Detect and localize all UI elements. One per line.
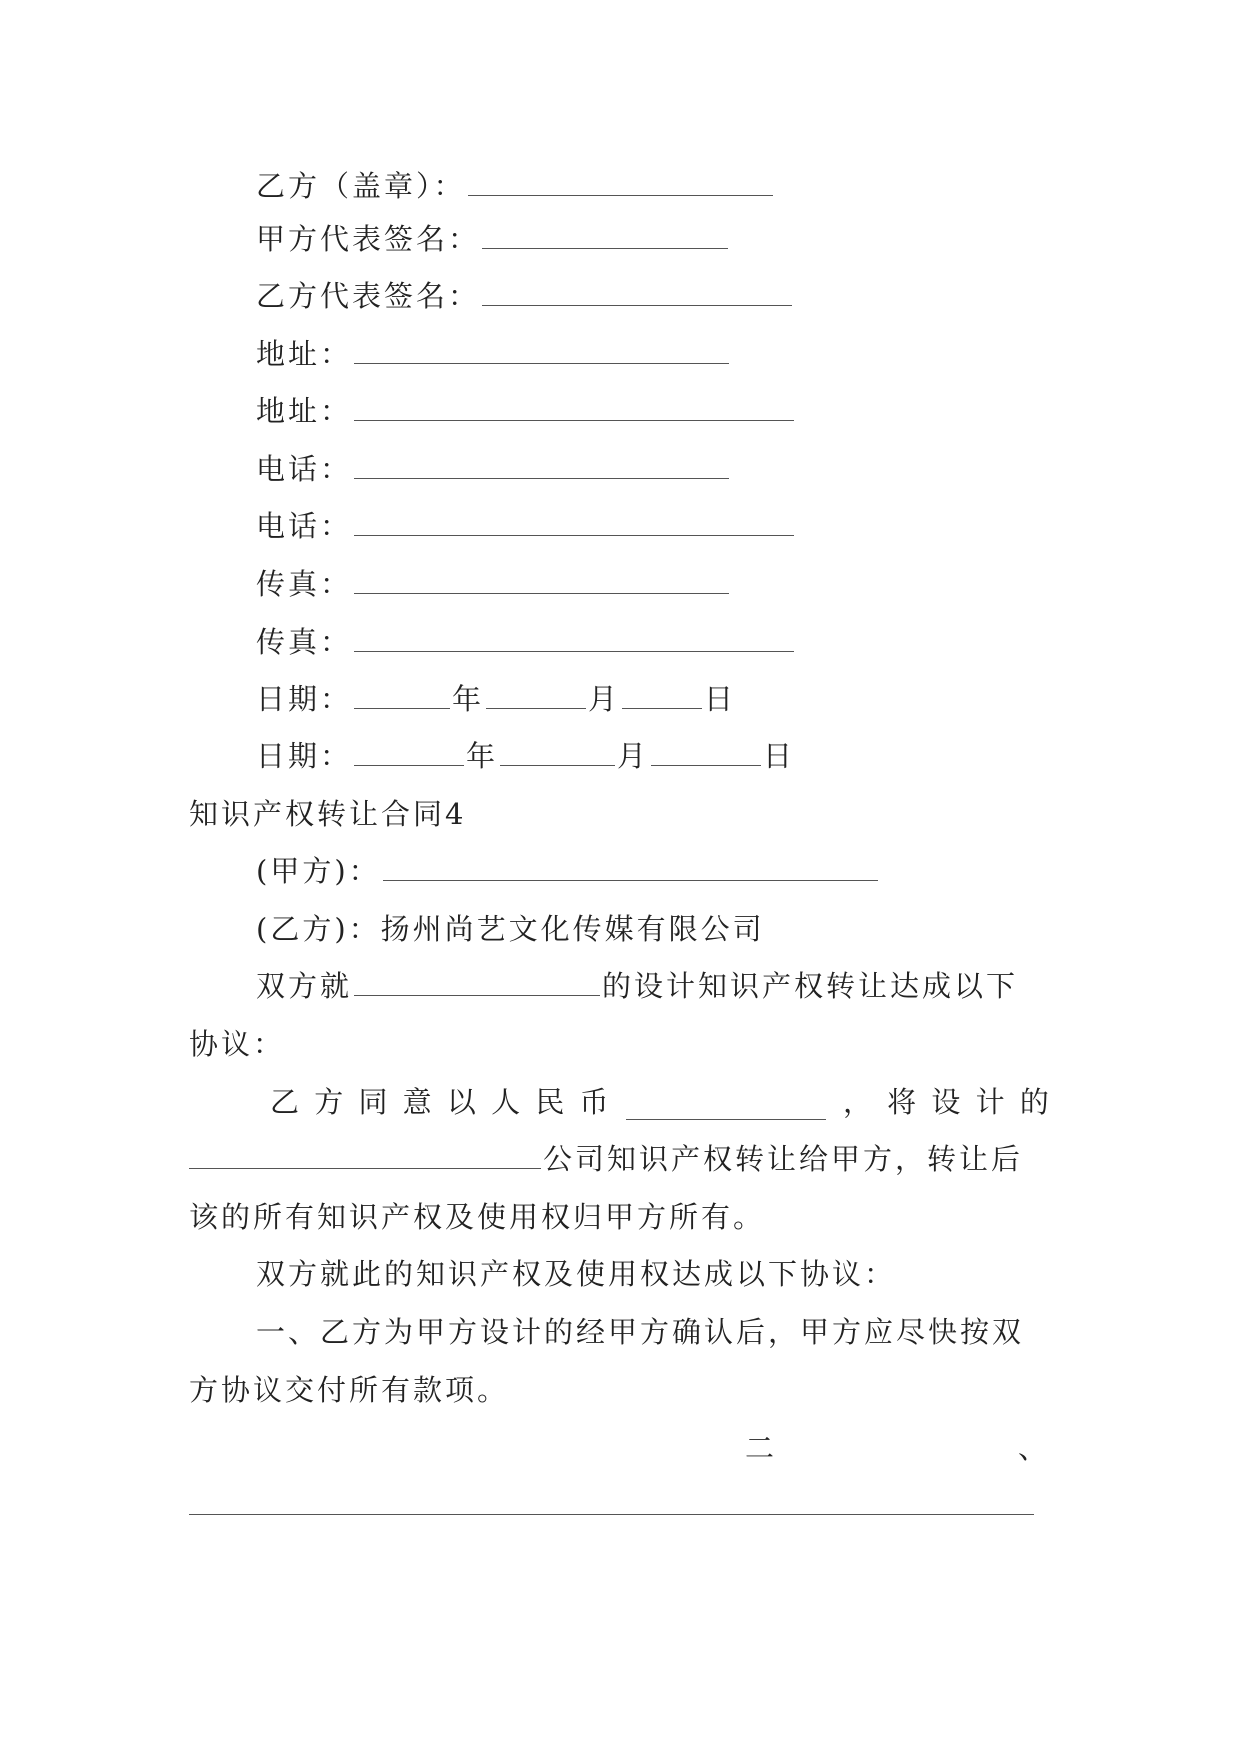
p2-comma: ， xyxy=(842,1085,872,1119)
date-b-year-blank xyxy=(354,739,464,766)
paragraph-5-mark: 、 xyxy=(1018,1431,1051,1465)
fax-b-blank xyxy=(354,625,794,652)
p2-char: 同 xyxy=(358,1085,388,1119)
paragraph-3: 双方就此的知识产权及使用权达成以下协议： xyxy=(256,1257,897,1291)
fax-a-blank xyxy=(354,567,729,594)
phone-a-label: 电话： xyxy=(256,452,353,486)
p1-end: 的设计知识产权转让达成以下 xyxy=(602,969,1019,1003)
date-b-day-blank xyxy=(651,739,761,766)
fax-a-row xyxy=(256,566,731,602)
date-b-label: 日期： xyxy=(256,739,353,773)
fax-a-label: 传真： xyxy=(256,567,353,601)
party-b-rep-label: 乙方代表签名： xyxy=(256,279,481,313)
party-b-row: (乙方)：扬州尚艺文化传媒有限公司 xyxy=(256,912,765,946)
paragraph-1-line-1 xyxy=(256,968,1018,1004)
fax-b-row xyxy=(256,624,796,660)
p1-blank xyxy=(354,969,600,996)
address-a-row xyxy=(256,336,731,372)
date-b-month-blank xyxy=(500,739,615,766)
party-b-seal-label: 乙方（盖章）： xyxy=(256,169,466,203)
paragraph-1-line-2: 协议： xyxy=(189,1027,286,1061)
address-a-label: 地址： xyxy=(256,337,353,371)
p5-blank xyxy=(189,1488,1034,1515)
phone-a-row xyxy=(256,451,731,487)
phone-a-blank xyxy=(354,452,729,479)
party-a-blank xyxy=(383,854,878,881)
paragraph-2-line-1 xyxy=(270,1084,1049,1120)
paragraph-4-line-2: 方协议交付所有款项。 xyxy=(189,1373,510,1407)
p2-char: 将 xyxy=(887,1085,917,1119)
date-a-year-blank xyxy=(354,682,450,709)
date-a-day-blank xyxy=(622,682,702,709)
party-a-rep-row xyxy=(256,221,730,257)
date-b-day: 日 xyxy=(763,739,796,773)
party-b-rep-blank xyxy=(482,279,792,306)
p2-char: 方 xyxy=(314,1085,344,1119)
p2-char: 以 xyxy=(446,1085,476,1119)
party-a-label: (甲方)： xyxy=(256,854,381,888)
p2-char: 乙 xyxy=(270,1085,300,1119)
p2-char: 人 xyxy=(491,1085,521,1119)
party-a-rep-label: 甲方代表签名： xyxy=(256,222,481,256)
paragraph-4-line-1: 一、乙方为甲方设计的经甲方确认后，甲方应尽快按双 xyxy=(256,1315,1025,1349)
fax-b-label: 传真： xyxy=(256,625,353,659)
p2-company-blank xyxy=(189,1142,541,1169)
date-b-year: 年 xyxy=(466,739,499,773)
p2-char: 民 xyxy=(535,1085,565,1119)
address-a-blank xyxy=(354,337,729,364)
p1-start: 双方就 xyxy=(256,969,353,1003)
p2-char: 币 xyxy=(579,1085,609,1119)
p2-char: 设 xyxy=(931,1085,961,1119)
paragraph-2-line-2 xyxy=(189,1141,1023,1177)
party-a-row xyxy=(256,853,880,889)
date-a-month-blank xyxy=(486,682,586,709)
contract-title: 知识产权转让合同4 xyxy=(189,797,467,831)
paragraph-5-line-2 xyxy=(189,1487,1036,1523)
p2-char: 意 xyxy=(402,1085,432,1119)
address-b-blank xyxy=(354,394,794,421)
date-b-row xyxy=(256,738,795,774)
p2-char: 计 xyxy=(975,1085,1005,1119)
phone-b-label: 电话： xyxy=(256,509,353,543)
paragraph-2-line-3: 该的所有知识产权及使用权归甲方所有。 xyxy=(189,1200,766,1234)
date-a-label: 日期： xyxy=(256,682,353,716)
address-b-label: 地址： xyxy=(256,394,353,428)
date-a-day: 日 xyxy=(704,682,737,716)
date-a-row xyxy=(256,681,736,717)
p2-amount-blank xyxy=(626,1093,826,1120)
date-a-month: 月 xyxy=(588,682,621,716)
p2-char: 的 xyxy=(1019,1085,1049,1119)
phone-b-row xyxy=(256,508,796,544)
p2-line2-end: 公司知识产权转让给甲方，转让后 xyxy=(543,1142,1024,1176)
party-b-seal-blank xyxy=(468,169,773,196)
date-b-month: 月 xyxy=(617,739,650,773)
party-b-rep-row xyxy=(256,278,794,314)
paragraph-5-number: 二 xyxy=(745,1431,778,1465)
address-b-row xyxy=(256,393,796,429)
party-b-seal-row xyxy=(256,168,775,204)
phone-b-blank xyxy=(354,509,794,536)
date-a-year: 年 xyxy=(452,682,485,716)
party-a-rep-blank xyxy=(482,222,728,249)
